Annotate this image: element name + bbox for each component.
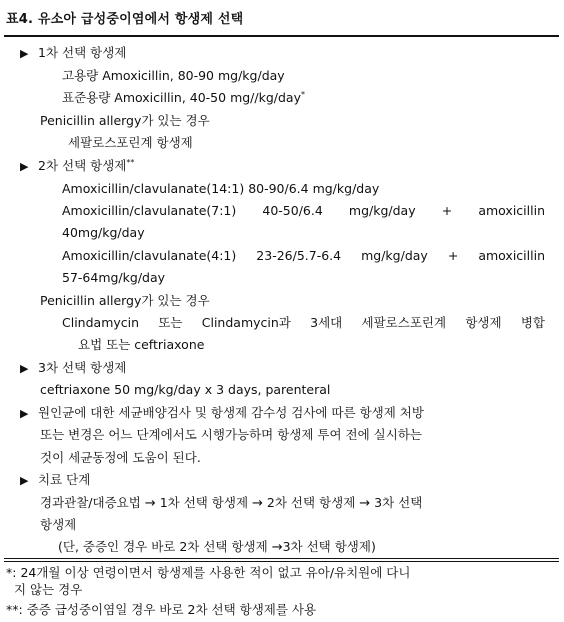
right-arrow-icon: → [252, 496, 263, 511]
treatment-steps-severe-note [58, 539, 376, 556]
treatment-steps-sequence [40, 495, 422, 512]
culture-note [20, 405, 424, 422]
right-arrow-icon: → [144, 496, 156, 511]
footnote-mark: **: [6, 602, 23, 617]
severe-note-end: 3차 선택 항생제) [282, 539, 376, 554]
heading-text: 치료 단계 [38, 472, 91, 487]
step-third-line: 3차 선택 [374, 495, 423, 510]
heading-text: 1차 선택 항생제 [38, 45, 127, 60]
second-line-allergy-drug-b: 요법 또는 ceftriaxone [78, 337, 205, 352]
footnote-1-line-2: 지 않는 경우 [14, 582, 83, 597]
top-rule [4, 35, 559, 37]
footnote-2 [6, 602, 316, 618]
third-line-regimen: ceftriaxone 50 mg/kg/day x 3 days, parenteral [40, 382, 331, 397]
second-line-heading [20, 158, 134, 175]
heading-text: 3차 선택 항생제 [38, 360, 127, 375]
second-line-allergy: Penicillin allergy가 있는 경우 [40, 293, 210, 308]
bullet-triangle-icon: ▶ [20, 160, 29, 173]
second-line-option-3a: Amoxicillin/clavulanate(4:1) 23-26/5.7-6.4 mg/kg/day + amoxicillin [62, 248, 545, 263]
first-line-standard-dose [62, 90, 305, 106]
footnote-2-text: 중증 급성중이염일 경우 바로 2차 선택 항생제를 사용 [26, 602, 317, 617]
severe-note-start: (단, 중증인 경우 바로 2차 선택 항생제 [58, 539, 268, 554]
second-line-option-3b: 57-64mg/kg/day [62, 270, 166, 285]
culture-note-line-1: 원인균에 대한 세균배양검사 및 항생제 감수성 검사에 따른 항생제 처방 [38, 405, 424, 420]
bullet-triangle-icon: ▶ [20, 362, 29, 375]
right-arrow-icon: → [359, 496, 371, 511]
culture-note-line-2: 또는 변경은 어느 단계에서도 시행가능하며 항생제 투여 전에 실시하는 [40, 427, 422, 442]
second-line-option-2b: 40mg/kg/day [62, 225, 145, 240]
step-second-line: 2차 선택 항생제 [266, 495, 356, 510]
bottom-rule [4, 558, 559, 559]
table-title: 표4. 유소아 급성중이염에서 항생제 선택 [6, 12, 244, 27]
first-line-heading [20, 45, 126, 62]
footnote-1 [6, 565, 410, 581]
second-line-option-1: Amoxicillin/clavulanate(14:1) 80-90/6.4 mg/kg/day [62, 181, 380, 196]
bullet-triangle-icon: ▶ [20, 47, 29, 60]
footnote-1-line-1: 24개월 이상 연령이면서 항생제를 사용한 적이 없고 유아/유치원에 다니 [20, 565, 411, 580]
bottom-rule-double [4, 561, 559, 562]
third-line-heading [20, 360, 126, 377]
standard-dose-text: 표준용량 Amoxicillin, 40-50 mg//kg/day [62, 90, 301, 105]
first-line-allergy-drug: 세팔로스포린계 항생제 [68, 135, 193, 150]
first-line-allergy: Penicillin allergy가 있는 경우 [40, 113, 210, 128]
treatment-steps-heading [20, 472, 90, 489]
bullet-triangle-icon: ▶ [20, 474, 29, 487]
second-line-option-2a: Amoxicillin/clavulanate(7:1) 40-50/6.4 mg/kg/day + amoxicillin [62, 203, 545, 218]
second-line-allergy-drug-a: Clindamycin 또는 Clindamycin과 3세대 세팔로스포린계 항생제 병합 [62, 315, 545, 330]
bullet-triangle-icon: ▶ [20, 407, 29, 420]
culture-note-line-3: 것이 세균동정에 도움이 된다. [40, 450, 201, 465]
footnote-mark: * [300, 90, 305, 99]
first-line-high-dose: 고용량 Amoxicillin, 80-90 mg/kg/day [62, 68, 285, 83]
treatment-steps-sequence-end: 항생제 [40, 517, 77, 532]
step-observation: 경과관찰/대증요법 [40, 495, 141, 510]
heading-text: 2차 선택 항생제 [38, 158, 127, 173]
footnote-mark: *: [6, 565, 17, 580]
footnote-mark: ** [126, 158, 135, 167]
step-first-line: 1차 선택 항생제 [159, 495, 249, 510]
right-arrow-icon: → [271, 540, 283, 555]
